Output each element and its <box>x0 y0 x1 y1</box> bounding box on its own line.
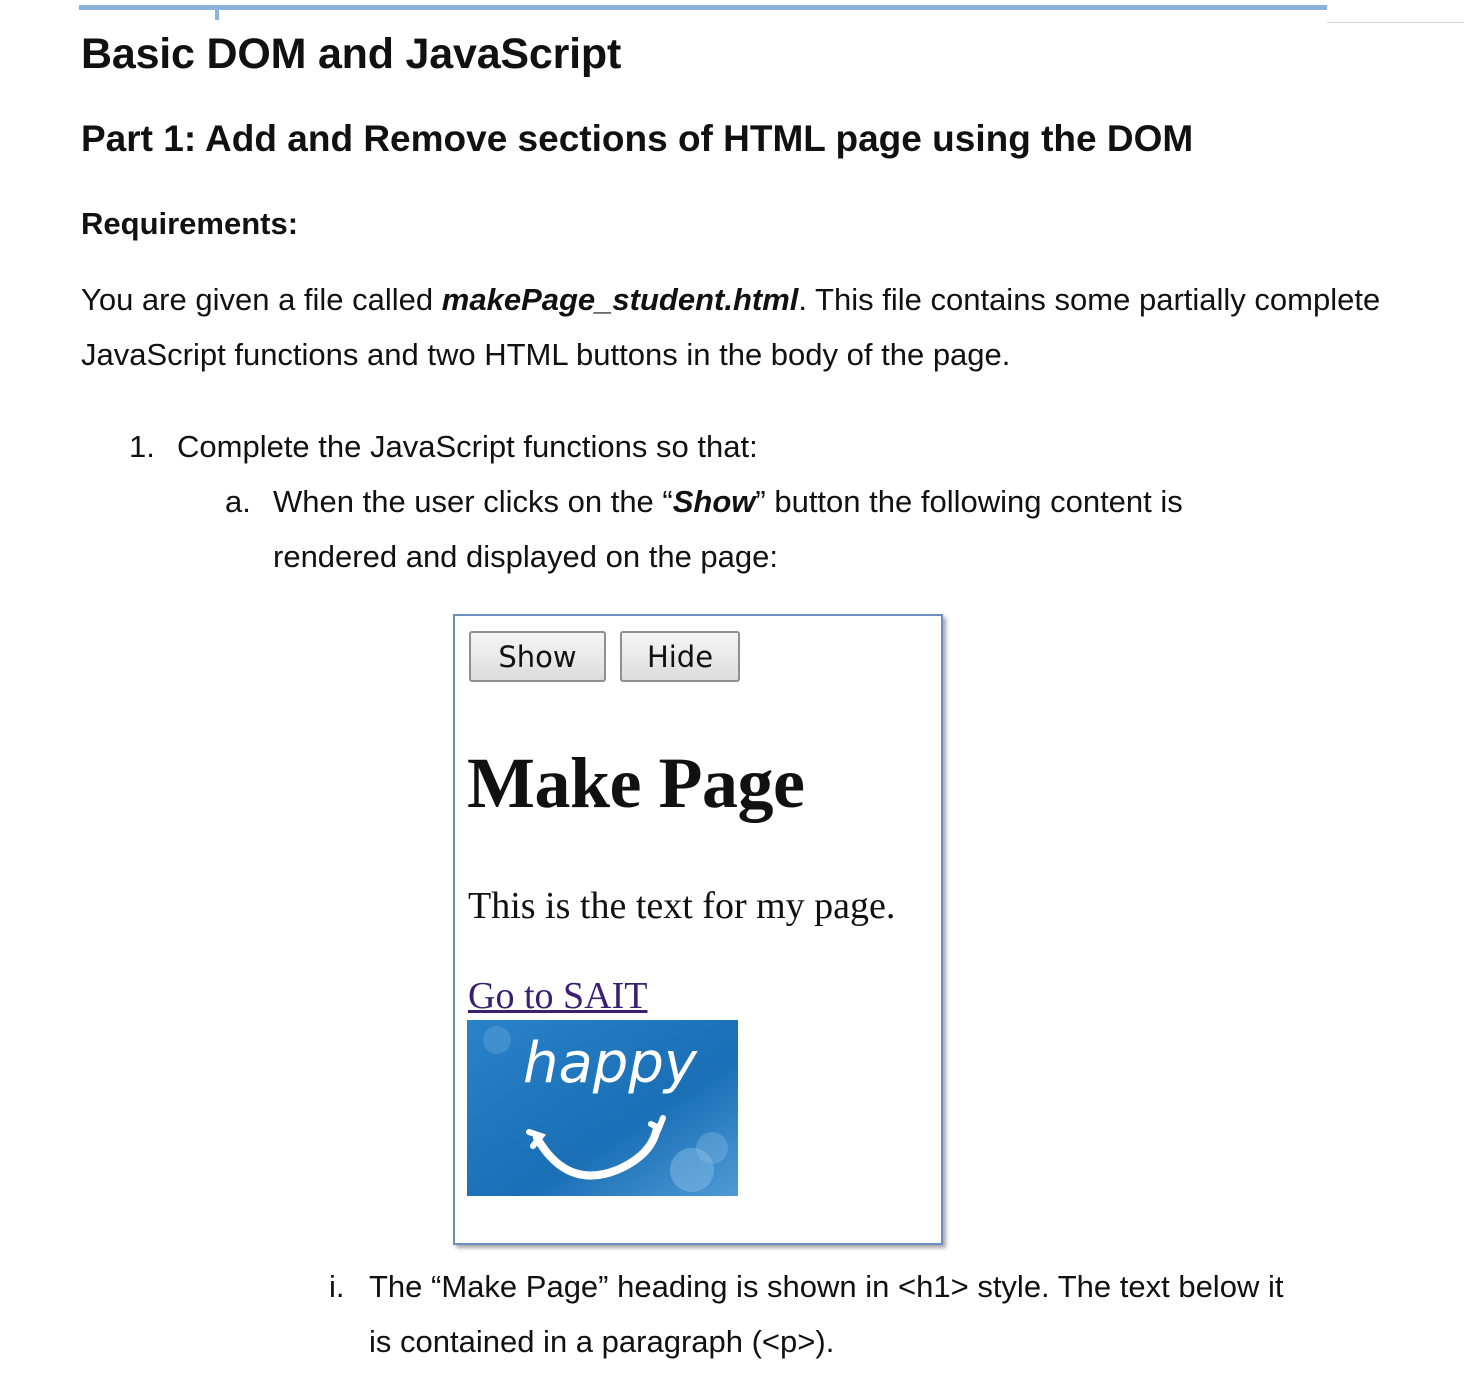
step-a-show-keyword: Show <box>672 484 756 519</box>
header-rule <box>79 5 1327 10</box>
header-rule-tick <box>215 10 219 20</box>
intro-filename: makePage_student.html <box>441 282 799 317</box>
cloud-3 <box>483 1026 511 1054</box>
page-screenshot <box>453 614 943 1245</box>
step-1-text: Complete the JavaScript functions so that: <box>177 429 758 464</box>
happy-image-graphic <box>467 1020 738 1196</box>
part-heading: Part 1: Add and Remove sections of HTML page using the DOM <box>81 118 1194 159</box>
show-button[interactable]: Show <box>469 631 606 682</box>
hide-button[interactable]: Hide <box>620 631 740 682</box>
step-a-text-start: When the user clicks on the “ <box>273 484 673 519</box>
make-page-heading: Make Page <box>467 743 805 823</box>
step-i-text <box>369 1259 1283 1369</box>
step-a-text <box>273 474 1183 584</box>
requirements-heading: Requirements: <box>81 206 299 241</box>
intro-text-end: . This file contains some partially complete JavaScript functions and two HTML buttons in the body of the page. <box>81 282 1381 372</box>
header-rule-thin <box>1327 22 1464 23</box>
cloud-2 <box>696 1132 728 1164</box>
intro-text-start: You are given a file called <box>81 282 442 317</box>
step-i-line-1: The “Make Page” heading is shown in <h1> style. The text below it <box>369 1269 1284 1304</box>
step-a-line-2: rendered and displayed on the page: <box>273 539 779 574</box>
page-paragraph: This is the text for my page. <box>468 885 896 927</box>
document-title: Basic DOM and JavaScript <box>81 30 622 78</box>
intro-paragraph <box>81 272 1381 382</box>
happy-caption: happy <box>523 1031 698 1096</box>
step-i-marker: i. <box>329 1269 345 1304</box>
go-to-sait-link[interactable]: Go to SAIT <box>468 975 648 1017</box>
step-1-marker: 1. <box>129 429 155 464</box>
happy-image <box>467 1020 738 1196</box>
step-a-text-end: ” button the following content is <box>755 484 1183 519</box>
step-i-line-2: is contained in a paragraph (<p>). <box>369 1324 835 1359</box>
step-a-marker: a. <box>225 484 251 519</box>
step-a-line-1 <box>273 474 1183 529</box>
